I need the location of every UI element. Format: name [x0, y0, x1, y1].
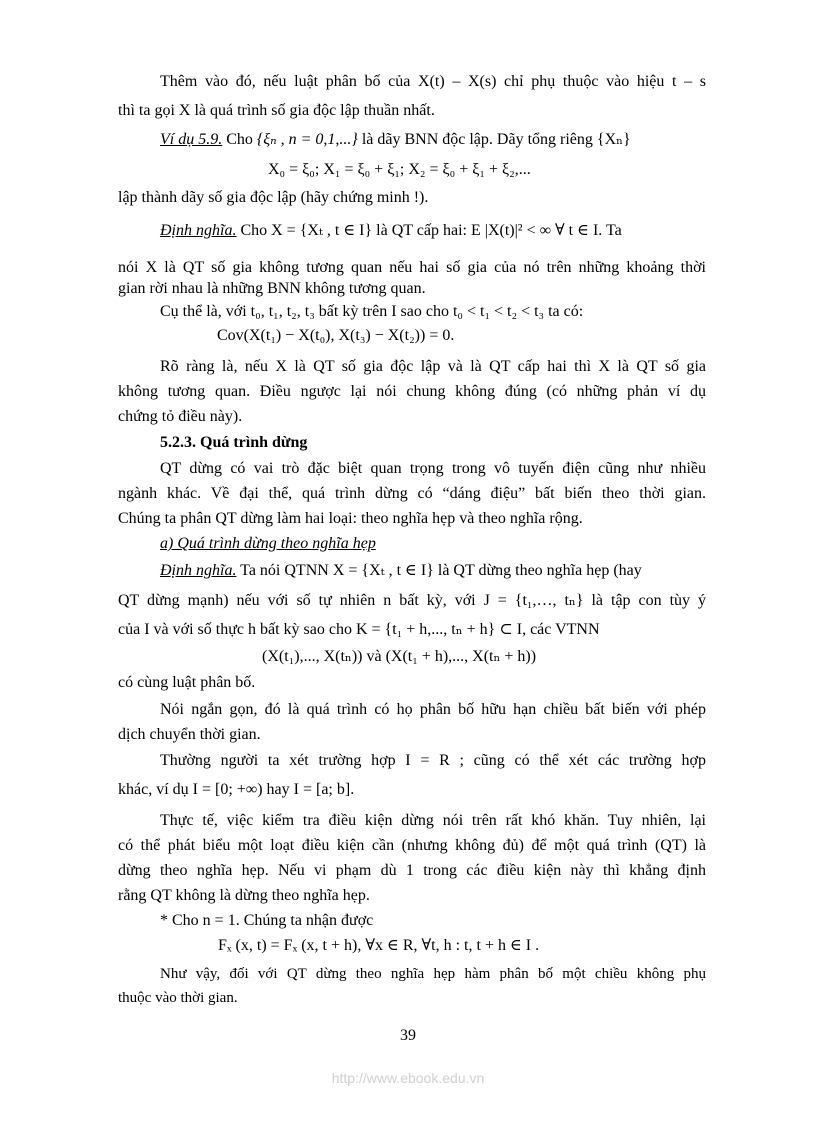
definition-text: Ta nói QTNN X = {Xₜ , t ∈ I} là QT dừng theo nghĩa hẹp (hay [240, 562, 642, 579]
paragraph-line: QT dừng mạnh) nếu với số tự nhiên n bất kỳ, với J = {t₁,…, tₙ} là tập con tùy ý [118, 592, 706, 609]
paragraph-line: thì ta gọi X là quá trình số gia độc lập thuần nhất. [118, 102, 435, 119]
definition-label: Định nghĩa. [160, 562, 237, 579]
paragraph-line: có cùng luật phân bố. [118, 674, 256, 691]
watermark-url: http://www.ebook.edu.vn [331, 1070, 485, 1086]
paragraph-line: dừng theo nghĩa hẹp. Nếu vi phạm dù 1 trong các điều kiện này thì khẳng định [118, 862, 706, 879]
paragraph-line: nói X là QT số gia không tương quan nếu hai số gia của nó trên những khoảng thời [118, 259, 706, 276]
example-line [160, 130, 631, 150]
paragraph-line: Chúng ta phân QT dừng làm hai loại: theo nghĩa hẹp và theo nghĩa rộng. [118, 510, 583, 527]
paragraph-line: Thường người ta xét trường hợp I = R ; cũng có thể xét các trường hợp [160, 752, 706, 769]
paragraph-line: Rõ ràng là, nếu X là QT số gia độc lập và là QT cấp hai thì X là QT số gia [160, 358, 706, 375]
example-label: Ví dụ 5.9. [160, 131, 223, 148]
paragraph-line: thuộc vào thời gian. [118, 990, 238, 1006]
paragraph-line: gian rời nhau là những BNN không tương quan. [118, 280, 426, 297]
paragraph-line: của I và với số thực h bất kỳ sao cho K = {t₁ + h,..., tₙ + h} ⊂ I, các VTNN [118, 621, 600, 638]
definition-line [160, 221, 706, 241]
definition-text: Cho X = {Xₜ , t ∈ I} là QT cấp hai: E |X(t)|² < ∞ ∀ t ∈ I. Ta [240, 222, 622, 239]
paragraph-line: Nói ngắn gọn, đó là quá trình có họ phân bố hữu hạn chiều bất biến với phép [160, 701, 706, 718]
example-text: Cho [226, 131, 253, 148]
definition-label: Định nghĩa. [160, 222, 237, 239]
paragraph-line: Thêm vào đó, nếu luật phân bố của X(t) – X(s) chỉ phụ thuộc vào hiệu t – s [160, 73, 706, 90]
paragraph-line: lập thành dãy số gia độc lập (hãy chứng minh !). [118, 189, 429, 206]
paragraph-line: Cụ thể là, với t₀, t₁, t₂, t₃ bất kỳ trên I sao cho t₀ < t₁ < t₂ < t₃ ta có: [160, 303, 584, 320]
paragraph-line: QT dừng có vai trò đặc biệt quan trọng trong vô tuyến điện cũng như nhiều [160, 460, 706, 477]
page-number: 39 [400, 1027, 416, 1044]
vector-formula: (X(t₁),..., X(tₙ)) và (X(t₁ + h),..., X(tₙ + h)) [262, 648, 537, 665]
subsection-title: a) Quá trình dừng theo nghĩa hẹp [160, 535, 376, 552]
section-title: 5.2.3. Quá trình dừng [160, 434, 308, 451]
paragraph-line: Thực tế, việc kiểm tra điều kiện dừng nói trên rất khó khăn. Tuy nhiên, lại [160, 812, 706, 829]
paragraph-line: có thể phát biểu một loạt điều kiện cần (nhưng không đủ) để một quá trình (QT) là [118, 837, 706, 854]
example-text: là dãy BNN độc lập. Dãy tổng riêng {Xₙ} [361, 131, 631, 148]
paragraph-line: ngành khác. Về đại thể, quá trình dừng có “dáng điệu” bất biến theo thời gian. [118, 485, 706, 502]
example-set: {ξₙ , n = 0,1,...} [256, 131, 358, 148]
paragraph-line: khác, ví dụ I = [0; +∞) hay I = [a; b]. [118, 781, 355, 798]
paragraph-line: Như vậy, đối với QT dừng theo nghĩa hẹp hàm phân bố một chiều không phụ [160, 966, 706, 982]
paragraph-line: chứng tỏ điều này). [118, 408, 243, 425]
paragraph-line: * Cho n = 1. Chúng ta nhận được [160, 912, 374, 929]
paragraph-line: dịch chuyển thời gian. [118, 726, 261, 743]
distribution-formula: Fₓ (x, t) = Fₓ (x, t + h), ∀x ∈ R, ∀t, h : t, t + h ∈ I . [218, 937, 540, 954]
paragraph-line: rằng QT không là dừng theo nghĩa hẹp. [118, 887, 370, 904]
definition-line [160, 561, 706, 581]
sum-formula: X₀ = ξ₀; X₁ = ξ₀ + ξ₁; X₂ = ξ₀ + ξ₁ + ξ₂,... [268, 161, 531, 178]
paragraph-line: không tương quan. Điều ngược lại nói chung không đúng (có những phản ví dụ [118, 383, 706, 400]
covariance-formula: Cov(X(t₁) − X(t₀), X(t₃) − X(t₂)) = 0. [217, 327, 455, 344]
